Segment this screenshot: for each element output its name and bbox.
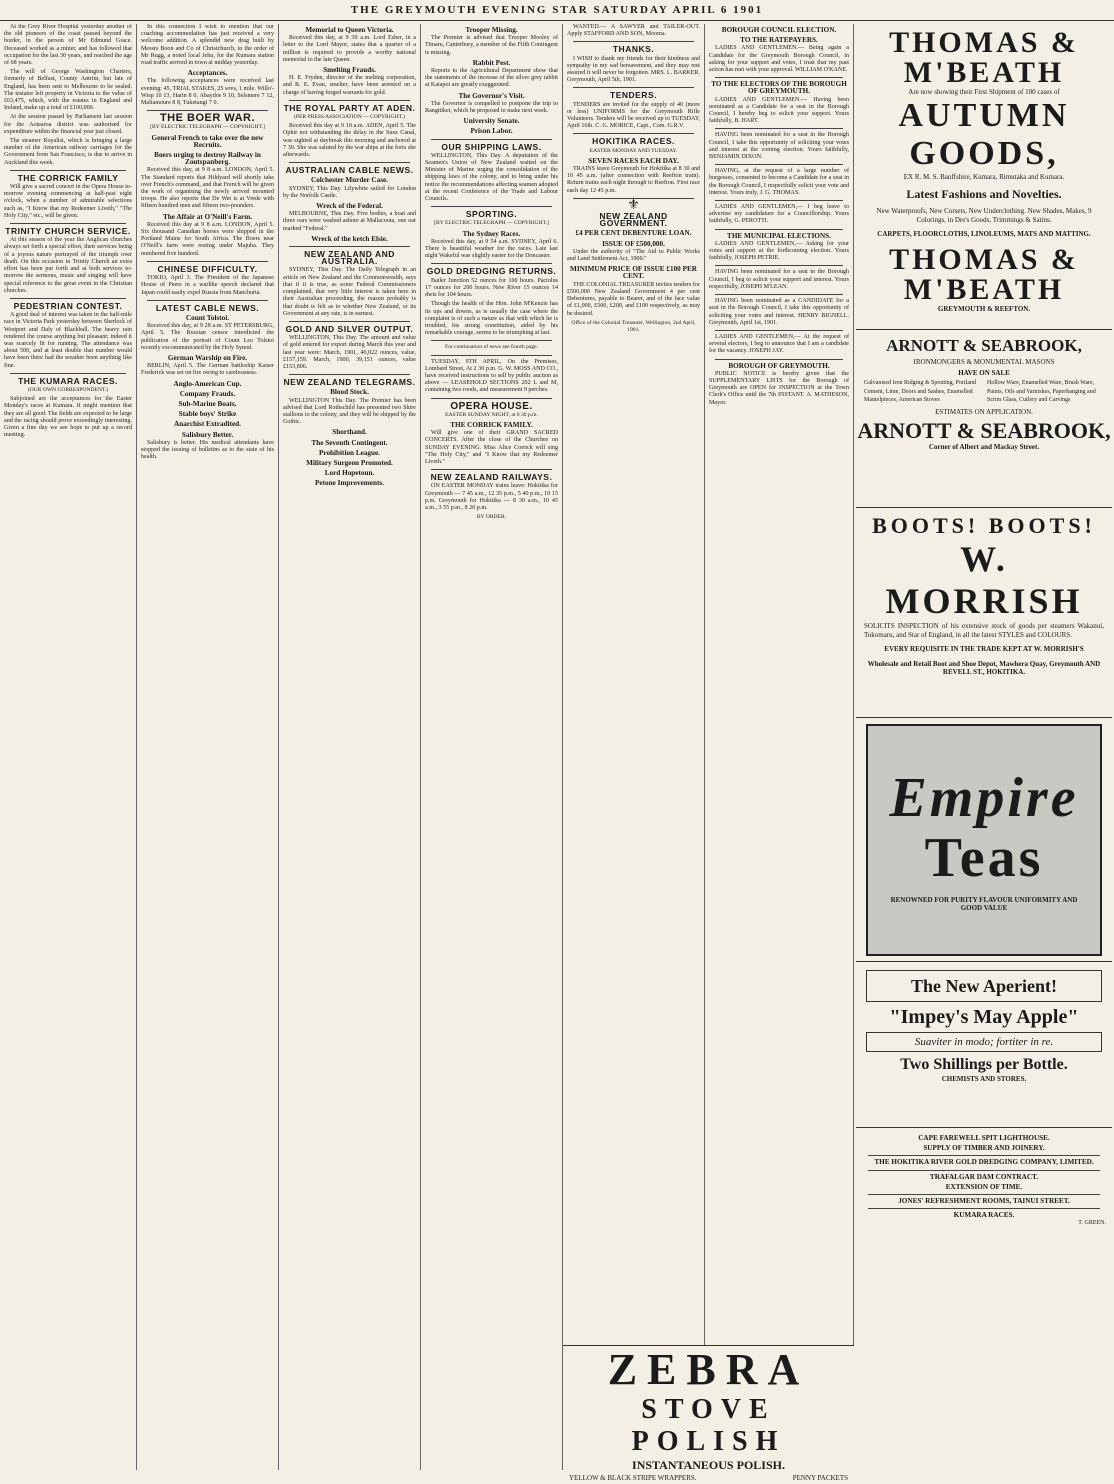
divider [10, 373, 126, 374]
zebra-polish-ad [563, 1345, 854, 1482]
ad-text: CARPETS, FLOORCLOTHS, LINOLEUMS, MATS AND MATTING. [877, 230, 1091, 238]
news-paragraph: BERLIN, April 5. The German battleship Kaiser Frederick was set on fire owing to carelessness. [141, 363, 274, 377]
subheadline: General French to take over the new Recruits. [151, 133, 264, 149]
empire-teas-ad [856, 718, 1112, 962]
subheading: (PER PRESS ASSOCIATION — COPYRIGHT.) [293, 114, 405, 121]
subheadline: Petone Improvements. [315, 479, 384, 488]
column-3 [279, 24, 421, 1470]
classified-ad: TENDERS are invited for the supply of 40 (more or less) UNIFORMS for the Greymouth Rifle Volunteers. Tenders will be received up to TUESDAY, April 16th. C. G. MORICE, Capt., Com. G.R.V. [567, 101, 700, 130]
news-paragraph: At the session passed by Parliament last session for the Aotearoa district was authorised for expenditure within the financial year just closed. [4, 114, 132, 135]
news-paragraph: At this season of the year the Anglican churches always set forth a special effort, their services being of a joyous nature portrayed of the triumph over death. On this occasion in Trinity Church an extra effort has been put forth and at both services to-morrow the sermons, music and singing will have special reference to the great event in the Christian churches. [4, 237, 132, 294]
classified-ad: WANTED.— A SAWYER and TAILER-OUT. Apply STAFFORD AND SON, Mooma. [567, 24, 700, 38]
subheadline: The Seventh Contingent. [311, 438, 388, 447]
news-paragraph: Received this day, at 9 54 a.m. SYDNEY, April 6. There is beautiful weather for the races. Late last night Wakeful was slightly easier for the Doncaster. [425, 238, 558, 260]
ad-motto: Suaviter in modo; fortiter in re. [866, 1032, 1102, 1052]
subheadline: Acceptances. [187, 69, 228, 78]
ad-list: Hollow Ware, Enamelled Ware, Brush Ware, Paints, Oils and Varnishes, Paperhanging and Scrim Glass, Cutlery and Carvings [987, 380, 1096, 403]
headline: THE ROYAL PARTY AT ADEN. [283, 102, 416, 113]
news-paragraph: The following acceptances were received last evening: 45, TRIAL STAKES, 25 sovs, 1 mile. Willo'-Wisp 10 13, Harin 8 0, Abaydos 9 10, Selsmere 7 12, Maliamoure 8 8, Tuketangi 7 0. [141, 78, 274, 107]
subheadline: Rabbit Pest. [472, 58, 511, 67]
subheadline: University Senate. [463, 117, 520, 126]
ad-text: EVERY REQUISITE IN THE TRADE KEPT AT W. MORRISH'S [884, 645, 1084, 653]
subheadline: KUMARA RACES. [953, 1211, 1015, 1220]
divider [431, 263, 552, 264]
subheading: EASTER SUNDAY NIGHT, at 8 30 p.m. [445, 411, 538, 418]
signature: Office of the Colonial Treasurer, Wellington, 2nd April, 1901. [571, 319, 696, 333]
headline: AUSTRALIAN CABLE NEWS. [285, 165, 414, 176]
subheadline: Anglo-American Cup. [173, 379, 242, 388]
headline: THE KUMARA RACES. [18, 375, 118, 386]
column-4 [421, 24, 563, 1470]
divider [10, 298, 126, 299]
auction-notice: TUESDAY, 9TH APRIL, On the Premises, Lombard Street, At 2 30 p.m. G. W. MOSS AND CO., have received instructions to sell by public auction as above — LEASEHOLD SECTIONS 202 L and M, containing two roods, and measurement 9 perches. [425, 358, 558, 394]
election-notice: LADIES AND GENTLEMEN,— I beg leave to advertise my candidature for a Councillorship. Yours faithfully, G. PEROTTI. [709, 204, 849, 225]
subheadline: MINIMUM PRICE OF ISSUE £100 PER CENT. [570, 265, 697, 281]
divider [715, 128, 843, 129]
ad-text: HAVE ON SALE [958, 368, 1010, 377]
news-paragraph: Received this day, at 9 8 a.m. LONDON, April 5. The Standard reports that Hildyard will shortly take over French's command, and that French will be given the work of organising the newly arrived mounted troops. He also reports that De Wet is at Vrede with fifteen hundred men and fifteen two-pounders. [141, 167, 274, 210]
divider [289, 100, 410, 101]
ad-headline: Empire [889, 766, 1079, 829]
divider [715, 265, 843, 266]
subheadline: Prison Labor. [470, 127, 513, 136]
subheadline: Trooper Missing. [465, 26, 518, 34]
ad-text: Corner of Albert and Mackay Street. [928, 443, 1040, 451]
headline: OUR SHIPPING LAWS. [441, 141, 542, 152]
subheadline: THE HOKITIKA RIVER GOLD DREDGING COMPANY, LIMITED. [874, 1158, 1094, 1167]
headline: TENDERS. [610, 90, 657, 101]
news-paragraph: ON EASTER MONDAY trains leave: Hokitika for Greymouth — 7 45 a.m., 12 35 p.m., 5 40 p.m., 10 15 p.m. Greymouth for Hokitika — 8 30 a.m., 10 45 a.m., 3 55 p.m., 8 20 p.m. [425, 483, 558, 511]
divider [431, 469, 552, 470]
signature: T. GREEN. [1078, 1220, 1106, 1227]
headline: THE BOER WAR. [159, 112, 256, 125]
news-paragraph: Received this day at 9 10 a.m. ADEN, April 5. The Ophir not withstanding the delay in the Suez Canal, was sighted at daybreak this morning and anchored at 7 30. She was saluted by the war ships at the forts she afterwards. [283, 123, 416, 159]
election-notice: HAVING, at the request of a large number of burgesses, consented to become a Candidate for a seat in the Borough Council, I respectfully solicit your vote and interest. Yours truly, J. G. THOMAS. [709, 168, 849, 196]
divider [289, 321, 410, 322]
divider [10, 223, 126, 224]
subheadline: JONES' REFRESHMENT ROOMS, TAINUI STREET. [898, 1197, 1070, 1206]
empire-teas-banner [866, 724, 1102, 956]
ad-title: ARNOTT & SEABROOK, [857, 418, 1111, 443]
divider [868, 1155, 1100, 1156]
headline: LATEST CABLE NEWS. [155, 302, 260, 313]
impeys-ad [856, 962, 1112, 1128]
subheadline: THE MUNICIPAL ELECTIONS. [727, 231, 831, 240]
headline: NEW ZEALAND GOVERNMENT. [599, 211, 668, 229]
ad-text: PENNY PACKETS [792, 1474, 848, 1482]
ad-headline: W. MORRISH [885, 539, 1083, 621]
ad-text: Are now showing their First Shipment of 100 cases of [908, 88, 1060, 96]
ad-text: RENOWNED FOR PURITY FLAVOUR UNIFORMITY AND GOOD VALUE [890, 895, 1078, 912]
signature: BY ORDER. [476, 514, 507, 521]
news-paragraph: WELLINGTON, This Day. A deputation of the Seamen's Union of New Zealand waited on the Minister of Marine urging the consolidation of the shipping laws of the colony, and to bring under his notice the recommendations affecting seamen adopted at the recent Conference of the Trade and Labour Councils. [425, 152, 558, 203]
news-paragraph: Subjoined are the acceptances for the Easter Monday's races at Kumara. It might mention that they are all good. The fields are expected to be large and the racing should prove exceedingly interesting. Given a fine day we see hope to put up a record meeting. [4, 396, 132, 439]
subheading: (OUR OWN CORRESPONDENT.) [27, 386, 109, 393]
headline: GOLD AND SILVER OUTPUT. [285, 323, 414, 334]
subheadline: Prohibition League. [319, 448, 380, 457]
news-paragraph: Reports to the Agricultural Department show that the statements of the increase of the silver grey rabbit at Kaiapoi are greatly exaggerated. [425, 68, 558, 89]
ad-text: CHEMISTS AND STORES. [941, 1075, 1027, 1083]
headline: NEW ZEALAND AND AUSTRALIA. [304, 249, 395, 267]
subheadline: CAPE FAREWELL SPIT LIGHTHOUSE. [918, 1134, 1050, 1142]
divider [147, 110, 268, 111]
divider [10, 170, 126, 171]
subheadline: Count Tolstoi. [185, 313, 230, 322]
ad-title: BOOTS! BOOTS! [872, 513, 1096, 538]
divider [573, 87, 694, 88]
news-paragraph: MELBOURNE, This Day. Five bodies, a boat and three oars were washed ashore at Mallacoota, one oar marked "Federal." [283, 211, 416, 232]
notices-block [856, 1128, 1112, 1474]
ad-text: EX R. M. S. Banffshire, Kumara, Rimutaka and Kumara. [903, 172, 1065, 181]
subheadline: SEVEN RACES EACH DAY. [588, 156, 679, 165]
headline: SPORTING. [465, 209, 518, 220]
news-paragraph: THE COLONIAL TREASURER invites tenders for £500,000 New Zealand Government 4 per cent Debentures, payable to Bearer, and of the face value of £1,000, £500, £200, and £100 respectively, as may be desired. [567, 281, 700, 317]
ad-headline: "Impey's May Apple" [889, 1006, 1079, 1028]
subheadline: Shorthand. [332, 428, 367, 437]
arnott-seabrook-ad [856, 330, 1112, 508]
subheadline: Wreck of the Federal. [316, 202, 383, 211]
masthead: THE GREYMOUTH EVENING STAR SATURDAY APRIL 6 1901 [0, 0, 1114, 21]
news-paragraph: At the Grey River Hospital yesterday another of the old pioneers of the coast passed beyond the border, in the person of Mr Edmund Grace. Deceased worked as a miner, and has followed that occupation for the last 30 years, and reached the age of 68 years. [4, 24, 132, 67]
divider [431, 398, 552, 399]
divider [715, 294, 843, 295]
divider [715, 164, 843, 165]
ad-title: ARNOTT & SEABROOK, [886, 336, 1082, 355]
ad-subtitle: Latest Fashions and Novelties. [906, 187, 1062, 201]
ad-text: IRONMONGERS & MONUMENTAL MASONS [913, 358, 1055, 366]
news-paragraph: In this connection I wish to mention that our coaching accommodation has just received a very welcome addition. A splendid new drag built by Messrs Boon and Co of Christchurch, to the order of Mr Rugg, a noted local Jehu, for the Kumara station road traffic arrived in town at midday yesterday. [141, 24, 274, 67]
news-paragraph: The will of George Washington Charters, formerly of Belfast, County Antrim, but late of England, has been sent to Melbourne to be sealed. The testator left property in Victoria to the value of £63,475, which, with the estates in England and Ireland, make up a total of £100,000. [4, 69, 132, 112]
news-paragraph: Will give a sacred concert in the Opera House to-morrow evening commencing at half-past eight o'clock, when a number of admirable selections such as, "I Know that my Redeemer Liveth," "The Holy City," etc., will be given. [4, 184, 132, 219]
subheadline: THE CORRICK FAMILY. [450, 420, 533, 429]
news-paragraph: Bailer Junction 52 ounces for 100 hours. Pactolus 17 ounces for 200 hours. New River 15 ounces 14 dwts for 104 hours. [425, 277, 558, 299]
subheadline: Smelting Frauds. [323, 66, 376, 75]
column-2 [137, 24, 279, 1470]
subheadline: BOROUGH OF GREYMOUTH. [728, 361, 830, 370]
subheadline: Stable boys' Strike [178, 410, 237, 419]
subheadline: Lord Hopetoun. [324, 469, 375, 478]
subheadline: Military Surgeon Promoted. [306, 458, 393, 467]
headline: TRINITY CHURCH SERVICE. [5, 226, 131, 237]
news-paragraph: A good deal of interest was taken in the half-mile race in Victoria Park yesterday between Sherlock of Westport and Daly of Blackball. The heavy rain rendered the course anything but pleasant; indeed it was scarcely fit for running. The attendance was about 500, and at least double that number would have been there had the weather been anything like fine. [4, 312, 132, 369]
divider [715, 359, 843, 360]
divider [573, 41, 694, 42]
news-paragraph: Though the health of the Hon. John M'Kenzie has its ups and downs, as is usually the case where the complaint is of such a nature as that with which he is troubled, his strong constitution, aided by his remarkable courage, seems to be triumphing at last. [425, 301, 558, 337]
column-6 [705, 24, 854, 1470]
divider [289, 162, 410, 163]
news-paragraph: SYDNEY, This Day. Lilywhite sailed for London by the Norfolk Castle. [283, 185, 416, 199]
news-paragraph: H. E. Fryden, director of the melting corporation, and R. E. Evan, smelter, have been arrested on a charge of having forged warrants for gold. [283, 75, 416, 96]
divider [715, 200, 843, 201]
subheadline: Salisbury Better. [181, 430, 234, 439]
election-notice: HAVING been nominated for a seat in the Borough Council, I beg to solicit your support and interest. Yours respectfully, JOSEPH M'LEAN. [709, 269, 849, 290]
election-notice: LADIES AND GENTLEMEN.— Being again a Candidate for the Greymouth Borough Council, in asking for your support and votes, I trust that my past action has met with your approval. WILLIAM O'KANE. [709, 45, 849, 74]
divider [431, 355, 552, 356]
ad-title: The New Aperient! [911, 976, 1057, 996]
election-notice: HAVING been nominated for a seat in the Borough Council, I take this opportunity of soliciting your votes and interest at the coming election. Yours faithfully, BENJAMIN DIXON. [709, 132, 849, 161]
headline: PEDESTRIAN CONTEST. [13, 300, 123, 311]
ad-headline: Teas [924, 826, 1044, 889]
news-paragraph: TOKIO, April 3. The President of the Japanese House of Peers in a warlike speech declared that Japan could easily expel Russia from Manchuria. [141, 275, 274, 296]
continuation-note: For continuation of news see fourth page. [444, 344, 539, 351]
subheadline: The Governor's Visit. [458, 91, 525, 100]
column-5 [563, 24, 705, 1470]
divider [431, 340, 552, 341]
election-notice: LADIES AND GENTLEMEN,— Asking for your votes and support at the forthcoming election. Yours faithfully, JOSEPH PETRIE. [709, 240, 849, 262]
divider [868, 1170, 1100, 1171]
news-paragraph: The Premier is advised that Trooper Mooley of Timaru, Canterbury, a member of the Fifth Contingent is missing. [425, 35, 558, 56]
divider [289, 374, 410, 375]
news-paragraph: The steamer Royalist, which is bringing a large number of the American railway carriages for the Government from San Francisco, is due to arrive in Auckland this week. [4, 138, 132, 166]
headline: HOKITIKA RACES. [592, 136, 675, 147]
subheadline: TO THE RATEPAYERS. [740, 36, 818, 45]
election-notice: LADIES AND GENTLEMEN.— Having been nominated as a Candidate for a seat in the Borough Council, I hereby beg to solicit your support. Yours faithfully, B. HART. [709, 96, 849, 125]
subheadline: BOROUGH COUNCIL ELECTION. [721, 26, 837, 34]
news-paragraph: WELLINGTON, This Day. The amount and value of gold entered for export during March this year and last year were: March, 1901, 40,022 ounces, value, £157,159. March, 1900, 39,151 ounces, value £153,806. [283, 335, 416, 370]
divider [431, 139, 552, 140]
subheadline: £4 PER CENT DEBENTURE LOAN. [575, 229, 692, 238]
election-notice: HAVING been nominated as a CANDIDATE for a seat in the Borough Council, I take this opportunity of soliciting your votes and interest. HENRY BIGNELL. Greymouth, April 1st, 1901. [709, 298, 849, 326]
divider [147, 261, 268, 262]
news-paragraph: Received this day, at 9 39 a.m. Lord Esher, in a letter to the Lord Mayor, states that a quarter of a million is required to provide a worthy national memorial to the late Queen. [283, 35, 416, 63]
divider [289, 246, 410, 247]
ad-title: THOMAS & M'BEATH [889, 26, 1079, 89]
classified-ad: TRAINS leave Greymouth for Hokitika at 8 30 and 10 45 a.m. (after connection with Reefton train). Return trains each night through to Reefton. First race each day 12 45 p.m. [567, 166, 700, 194]
subheadline: Sub-Marine Boats. [178, 399, 237, 408]
ad-text: Two Shillings per Bottle. [900, 1056, 1068, 1073]
public-notice: PUBLIC NOTICE is hereby given that the SUPPLEMENTARY LISTS for the Borough of Greymouth are OPEN for INSPECTION at the Town Clerk's Office until the 7th INSTANT. A. MATHESON, Mayor. [709, 370, 849, 406]
ad-text: New Waterproofs, New Corsets, New Underclothing. New Shades, Makes, 9 Colorings, in Dre's Goods, Trimmings & Satins. [876, 207, 1092, 224]
ad-text: YELLOW & BLACK STRIPE WRAPPERS. [569, 1474, 697, 1482]
news-paragraph: WELLINGTON This Day. The Premier has been advised that Lord Rothschild has presented two Shire stallions to the colony, and they will be shipped by the Gothic. [283, 397, 416, 426]
thomas-mbeath-ad [856, 24, 1112, 330]
subheadline: Blood Stock. [330, 388, 369, 397]
ad-title: THOMAS & M'BEATH [889, 242, 1079, 306]
subheadline: TRAFALGAR DAM CONTRACT. [929, 1172, 1039, 1181]
divider [573, 133, 694, 134]
news-paragraph: Salisbury is better. His medical attendants have stopped the issuing of bulletins as to the state of his health. [141, 439, 274, 461]
subheadline: SUPPLY OF TIMBER AND JOINERY. [923, 1144, 1045, 1153]
ad-text: ESTIMATES ON APPLICATION. [935, 407, 1033, 416]
ad-list: Galvanised Iron Ridging & Spouting, Portland Cement, Lime, Doors and Sashes, Enamelled Mantelpieces, American Stoves [864, 380, 976, 403]
headline: CHINESE DIFFICULTY. [157, 263, 258, 274]
ad-text: SOLICITS INSPECTION of his extensive stock of goods per steamers Wakanui, Tokomaru, and Star of England, in all the latest STYLES and COLOURS. [864, 622, 1104, 639]
divider [431, 206, 552, 207]
divider [715, 330, 843, 331]
headline: THE CORRICK FAMILY [17, 172, 119, 183]
news-paragraph: Received this day at 9 8 a.m. LONDON, April 5. Six thousand Canadian horses were shipped in the Portland Maine for South Africa. The Boers near O'Neill's farm were resting under Majuba. They numbered five hundred. [141, 221, 274, 257]
news-paragraph: The Governor is compelled to postpone the trip to Rangitikei, which he proposed to make next week. [425, 100, 558, 115]
headline: NEW ZEALAND RAILWAYS. [430, 472, 553, 483]
news-paragraph: SYDNEY, This Day. The Daily Telegraph in an article on New Zealand and the Commonwealth, says that if it is true, as some Federal Commissioners complained, that very little interest is taken here in their Australian proceeding, the reason probably is that doubt is felt as to whether New Zealand, or its Government at any rate, is in earnest. [283, 267, 416, 317]
subheadline: The Affair at O'Neill's Farm. [162, 212, 253, 221]
morrish-ad [856, 508, 1112, 718]
ad-headline: ZEBRA [607, 1345, 810, 1394]
divider [147, 300, 268, 301]
subheadline: Boers urging to destroy Railway in Zoutspanberg. [154, 151, 261, 167]
ad-text: GREYMOUTH & REEFTON. [937, 304, 1031, 313]
subheadline: Company Frauds. [179, 389, 236, 398]
subheadline: EXTENSION OF TIME. [945, 1182, 1023, 1191]
subheadline: TO THE ELECTORS OF THE BOROUGH OF GREYMOUTH. [711, 80, 847, 96]
subheadline: German Warship on Fire. [167, 353, 248, 362]
headline: GOLD DREDGING RETURNS. [426, 266, 557, 277]
divider [868, 1208, 1100, 1209]
column-1 [0, 24, 137, 1470]
headline: OPERA HOUSE. [450, 400, 533, 412]
ad-headline: STOVE POLISH [631, 1394, 786, 1457]
subheadline: Anarchist Extradited. [174, 420, 241, 429]
subheadline: Memorial to Queen Victoria. [305, 26, 394, 34]
subheadline: ISSUE OF £500,000. [602, 239, 665, 248]
election-notice: LADIES AND GENTLEMEN,— At the request of several electors, I beg to announce that I am a candidate for the vacancy. JOSEPH JAY. [709, 333, 849, 355]
divider [715, 77, 843, 78]
news-paragraph: Under the authority of "The Aid to Public Works and Land Settlement Act, 1900." [567, 248, 700, 263]
ad-headline: AUTUMN GOODS, [898, 96, 1070, 172]
divider [868, 1194, 1100, 1195]
news-paragraph: Received this day, at 9 28 a.m. ST PETERSBURG, April 5. The Russian censor interdicted the publication of the portrait of Count Leo Tolstoi recently excommunicated by the Holy Synod. [141, 323, 274, 351]
news-paragraph: Will give one of their GRAND SACRED CONCERTS. After the close of the Churches on SUNDAY EVENING. Miss Alice Corrick will sing "The Holy City," and "I Know that my Redeemer Liveth." [425, 430, 558, 465]
subheading: [BY ELECTRIC TELEGRAPH — COPYRIGHT.] [434, 220, 549, 227]
classified-ad: I WISH to thank my friends for their kindness and sympathy in my sad bereavement, and they may rest assured it will never be forgotten. MRS. L. BARKER. Greymouth, April 5th, 1901. [567, 55, 700, 84]
ad-text: Wholesale and Retail Boot and Shoe Depot, Mawhera Quay, Greymouth AND REVELL ST., HOKITIKA. [867, 659, 1101, 676]
headline: THANKS. [612, 44, 655, 55]
subheadline: The Sydney Races. [462, 229, 521, 238]
subheadline: Colchester Murder Case. [311, 176, 388, 185]
subheading: [BY ELECTRIC TELEGRAPH — COPYRIGHT.] [150, 124, 265, 131]
subheadline: Wreck of the ketch Elsie. [311, 234, 388, 243]
divider [715, 229, 843, 230]
coat-of-arms-icon: ⚜ [627, 197, 640, 213]
headline: NEW ZEALAND TELEGRAMS. [283, 377, 416, 388]
subheading: EASTER MONDAY AND TUESDAY. [589, 147, 678, 154]
ad-text: INSTANTANEOUS POLISH. [632, 1458, 785, 1472]
